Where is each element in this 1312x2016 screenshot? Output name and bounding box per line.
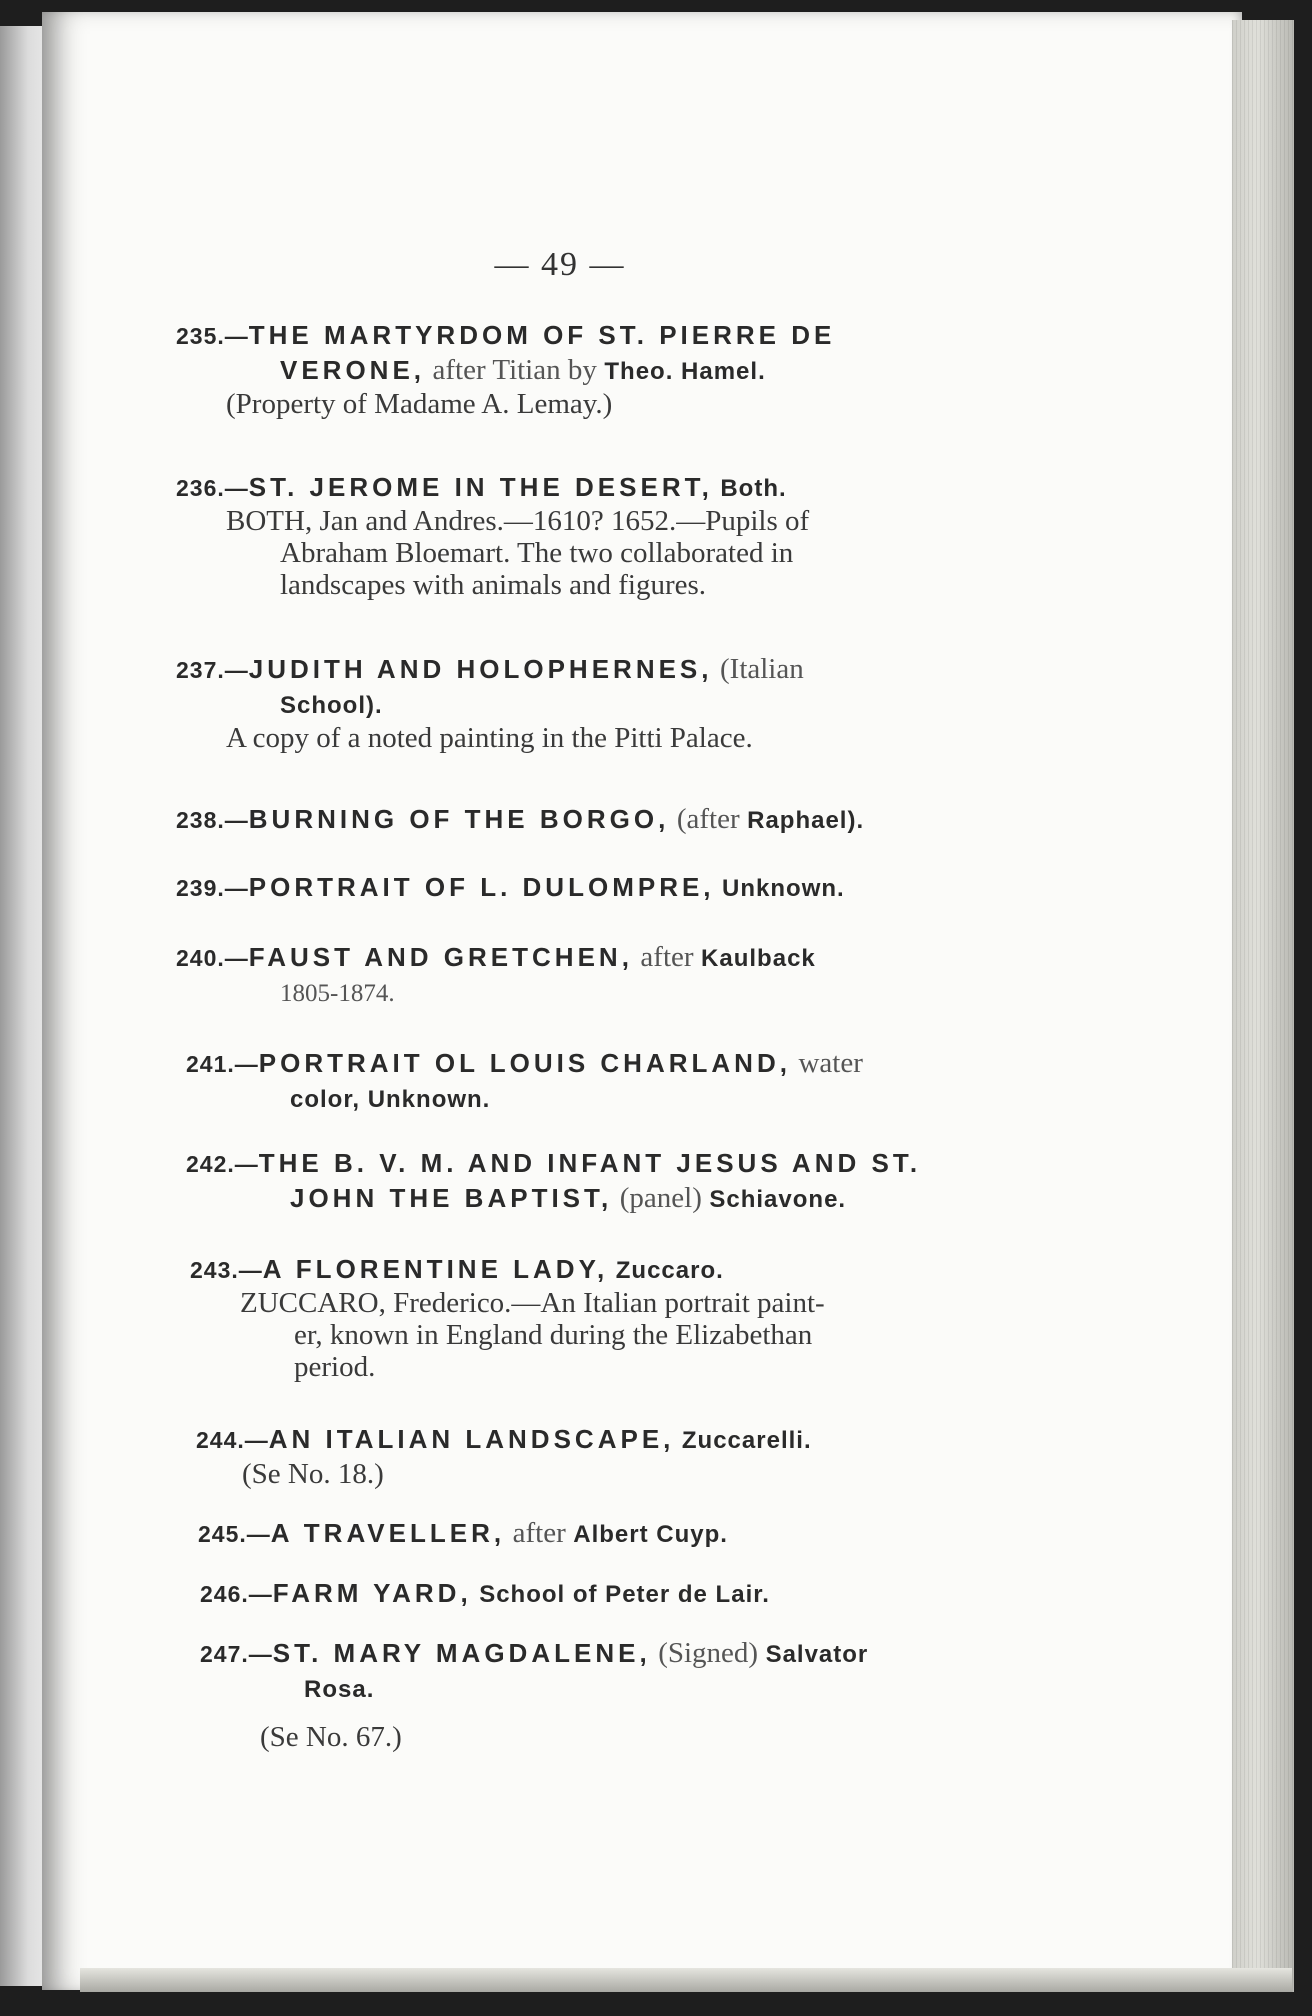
entry-title: BURNING OF THE BORGO, [248, 804, 670, 834]
entry-title: PORTRAIT OL LOUIS CHARLAND, [258, 1048, 791, 1078]
entry-number: 242.— [186, 1151, 259, 1177]
entry-artist-cont: Rosa. [304, 1676, 375, 1703]
entry-text: (Signed) [658, 1637, 759, 1669]
entry-text: water [798, 1047, 863, 1079]
entry-artist: Both. [720, 475, 787, 502]
entry-number: 246.— [200, 1581, 273, 1607]
catalog-entry-236 [176, 470, 976, 601]
entry-note-line-3: landscapes with animals and figures. [280, 569, 707, 601]
entry-note: (Se No. 18.) [242, 1458, 384, 1490]
entry-text: (panel) [619, 1182, 702, 1214]
entry-text: after [640, 941, 694, 973]
catalog-entry-243 [190, 1252, 990, 1383]
catalog-entry-238 [176, 802, 976, 837]
entry-artist: Salvator [765, 1641, 869, 1668]
entry-number: 235.— [176, 323, 249, 349]
catalog-entry-246 [200, 1576, 1000, 1611]
entry-title: JUDITH AND HOLOPHERNES, [248, 654, 713, 684]
catalog-entry-237 [176, 652, 976, 754]
entry-artist: Unknown. [722, 875, 845, 902]
entry-note: (Property of Madame A. Lemay.) [226, 388, 613, 420]
page-stack-edge [1232, 20, 1294, 1992]
entry-attribution: color, Unknown. [290, 1086, 491, 1113]
catalog-entry-235 [176, 318, 976, 420]
entry-number: 240.— [176, 945, 249, 971]
entry-note-line-2: Abraham Bloemart. The two collaborated in [280, 537, 794, 569]
entry-number: 241.— [186, 1051, 259, 1077]
catalog-entry-242 [186, 1146, 986, 1216]
entry-number: 244.— [196, 1427, 269, 1453]
entry-number: 239.— [176, 875, 249, 901]
entry-text: after Titian by [432, 354, 597, 386]
catalog-entry-247 [200, 1636, 1000, 1754]
entry-artist: Kaulback [701, 945, 816, 972]
entry-title: ST. MARY MAGDALENE, [272, 1638, 651, 1668]
entry-text: (Italian [720, 653, 804, 685]
catalog-entry-240 [176, 940, 976, 1010]
entry-note-line-1: ZUCCARO, Frederico.—An Italian portrait paint- [240, 1287, 825, 1319]
entry-number: 237.— [176, 657, 249, 683]
entry-number: 247.— [200, 1641, 273, 1667]
entry-title: A FLORENTINE LADY, [262, 1254, 609, 1284]
entry-title-cont: VERONE, [280, 355, 426, 385]
entry-artist: Schiavone. [709, 1186, 847, 1213]
catalog-entry-239 [176, 870, 976, 905]
catalog-entry-241 [186, 1046, 986, 1116]
entry-artist: Zuccaro. [615, 1257, 724, 1284]
entry-number: 236.— [176, 475, 249, 501]
entry-text: (after [676, 803, 740, 835]
entry-title: AN ITALIAN LANDSCAPE, [268, 1424, 675, 1454]
entry-title: FARM YARD, [272, 1578, 472, 1608]
entry-artist: Zuccarelli. [681, 1427, 812, 1454]
entry-number: 245.— [198, 1521, 271, 1547]
page-bottom-edge [80, 1968, 1292, 1992]
entry-note-line-1: BOTH, Jan and Andres.—1610? 1652.—Pupils of [226, 505, 810, 537]
entry-dates: 1805-1874. [280, 980, 395, 1007]
entry-title: ST. JEROME IN THE DESERT, [248, 472, 713, 502]
catalog-entry-244 [196, 1422, 996, 1491]
entry-artist: School of Peter de Lair. [479, 1581, 770, 1608]
entry-artist: Raphael). [747, 807, 865, 834]
entry-note: (Se No. 67.) [260, 1721, 402, 1753]
catalog-entry-245 [198, 1516, 998, 1551]
entry-title: THE MARTYRDOM OF ST. PIERRE DE [248, 320, 836, 350]
entry-note-line-2: er, known in England during the Elizabethan [294, 1319, 813, 1351]
entry-attribution: School). [280, 692, 383, 719]
entry-title: PORTRAIT OF L. DULOMPRE, [248, 872, 715, 902]
entry-title: THE B. V. M. AND INFANT JESUS AND ST. [258, 1148, 922, 1178]
entry-title-cont: JOHN THE BAPTIST, [290, 1183, 613, 1213]
entry-note-line-3: period. [294, 1351, 376, 1383]
entry-number: 238.— [176, 807, 249, 833]
entry-text: after [512, 1517, 566, 1549]
entry-number: 243.— [190, 1257, 263, 1283]
entry-note: A copy of a noted painting in the Pitti Palace. [226, 722, 753, 754]
entry-title: FAUST AND GRETCHEN, [248, 942, 633, 972]
entry-artist: Theo. Hamel. [604, 358, 766, 385]
entry-artist: Albert Cuyp. [573, 1521, 728, 1548]
entry-title: A TRAVELLER, [270, 1518, 506, 1548]
page-number: — 49 — [494, 246, 626, 283]
